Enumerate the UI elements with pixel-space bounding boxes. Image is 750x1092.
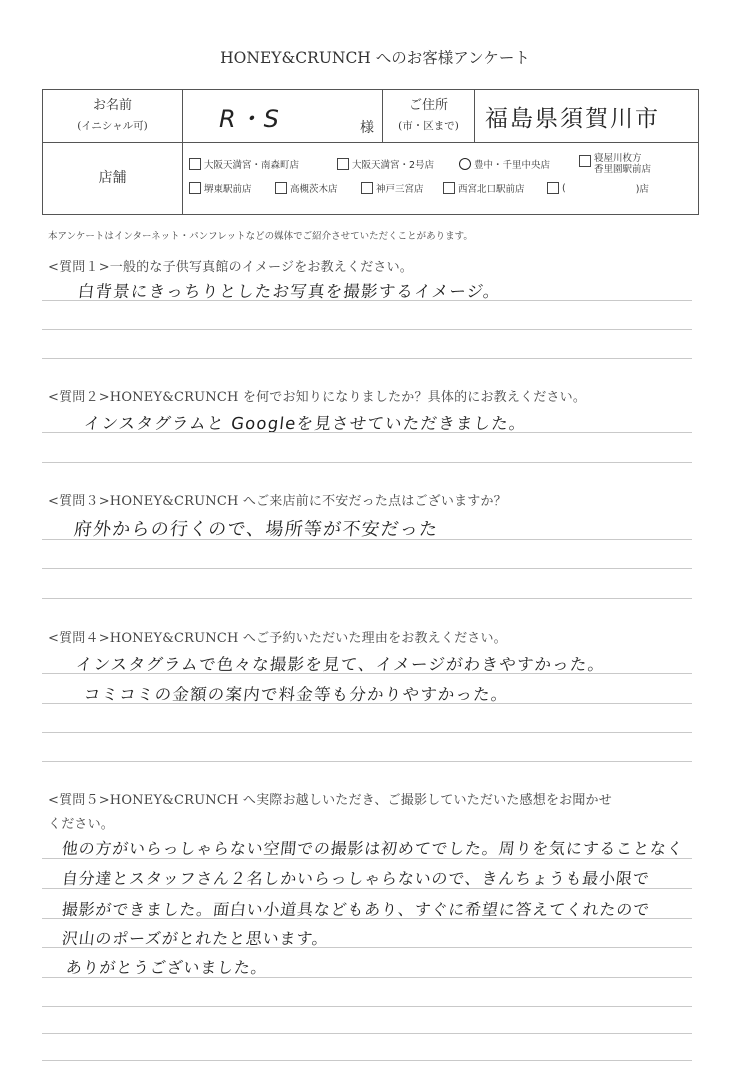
ruled-line bbox=[42, 329, 692, 330]
ruled-line bbox=[42, 432, 692, 433]
ruled-line bbox=[42, 703, 692, 704]
answer-5-line-2: 自分達とスタッフさん２名しかいらっしゃらないので、きんちょうも最小限で bbox=[60, 869, 651, 888]
checkbox-icon[interactable] bbox=[443, 182, 455, 194]
store-option-other[interactable]: ( )店 bbox=[547, 181, 649, 195]
answer-5-line-3: 撮影ができました。面白い小道具などもあり、すぐに希望に答えてくれたので bbox=[60, 900, 651, 919]
address-sublabel: (市・区まで) bbox=[398, 120, 459, 132]
checkbox-icon[interactable] bbox=[547, 182, 559, 194]
media-notice: 本アンケートはインターネット・パンフレットなどの媒体でご紹介させていただくことがあります。 bbox=[48, 231, 473, 242]
checkbox-icon[interactable] bbox=[275, 182, 287, 194]
store-option-tenmangu-2[interactable]: 大阪天満宮・2号店 bbox=[337, 157, 434, 171]
store-option-nishinomiya-kitaguchi[interactable]: 西宮北口駅前店 bbox=[443, 181, 525, 195]
store-label: 店舗 bbox=[98, 169, 127, 186]
ruled-line bbox=[42, 539, 692, 540]
store-option-minamimorimachi[interactable]: 大阪天満宮・南森町店 bbox=[189, 157, 299, 171]
question-5: <質問５>HONEY&CRUNCH へ実際お越しいただき、ご撮影していただいた感想をお聞かせ bbox=[48, 793, 612, 808]
checkbox-icon[interactable] bbox=[189, 158, 201, 170]
ruled-line bbox=[42, 1033, 692, 1034]
question-5-continued: ください。 bbox=[48, 817, 115, 832]
ruled-line bbox=[42, 947, 692, 948]
store-option-sakaihigashi[interactable]: 堺東駅前店 bbox=[189, 181, 252, 195]
store-label-cell bbox=[43, 143, 183, 215]
name-value: R・S bbox=[219, 105, 281, 133]
answer-5-line-5: ありがとうございました。 bbox=[64, 958, 269, 977]
name-value-cell bbox=[183, 90, 383, 143]
ruled-line bbox=[42, 858, 692, 859]
store-option-senri-chuo[interactable]: 豊中・千里中央店 bbox=[459, 157, 550, 171]
sama-label: 様 bbox=[360, 120, 374, 136]
ruled-line bbox=[42, 358, 692, 359]
name-label: お名前 bbox=[92, 97, 132, 113]
address-value: 福島県須賀川市 bbox=[485, 105, 660, 132]
ruled-line bbox=[42, 462, 692, 463]
ruled-line bbox=[42, 598, 692, 599]
answer-3-line-1: 府外からの行くので、場所等が不安だった bbox=[72, 519, 440, 540]
checkbox-icon[interactable] bbox=[189, 182, 201, 194]
ruled-line bbox=[42, 918, 692, 919]
checkbox-icon[interactable] bbox=[361, 182, 373, 194]
checkbox-icon[interactable] bbox=[579, 155, 591, 167]
answer-1-line-1: 白背景にきっちりとしたお写真を撮影するイメージ。 bbox=[76, 282, 502, 301]
ruled-line bbox=[42, 568, 692, 569]
answer-4-line-2: コミコミの金額の案内で料金等も分かりやすかった。 bbox=[82, 685, 510, 704]
answer-2-line-1: インスタグラムと Googleを見させていただきました。 bbox=[82, 414, 528, 433]
store-option-kobe-sannomiya[interactable]: 神戸三宮店 bbox=[361, 181, 424, 195]
address-value-cell bbox=[475, 90, 699, 143]
answer-4-line-1: インスタグラムで色々な撮影を見て、イメージがわきやすかった。 bbox=[74, 655, 607, 674]
address-label-cell bbox=[383, 90, 475, 143]
survey-title: HONEY&CRUNCH へのお客様アンケート bbox=[220, 49, 530, 67]
ruled-line bbox=[42, 300, 692, 301]
checkbox-icon[interactable] bbox=[337, 158, 349, 170]
store-option-takatsuki-ibaraki[interactable]: 高槻茨木店 bbox=[275, 181, 338, 195]
ruled-line bbox=[42, 761, 692, 762]
circled-checkbox-icon[interactable] bbox=[459, 158, 471, 170]
name-label-cell bbox=[43, 90, 183, 143]
store-options-cell bbox=[183, 143, 699, 215]
ruled-line bbox=[42, 1060, 692, 1061]
ruled-line bbox=[42, 888, 692, 889]
name-sublabel: (イニシャル可) bbox=[77, 120, 148, 132]
answer-5-line-4: 沢山のポーズがとれたと思います。 bbox=[60, 929, 330, 948]
header-table bbox=[42, 89, 699, 215]
store-option-neyagawa-hirakata[interactable]: 寝屋川枚方 香里園駅前店 bbox=[579, 153, 651, 175]
ruled-line bbox=[42, 977, 692, 978]
ruled-line bbox=[42, 673, 692, 674]
question-4: <質問４>HONEY&CRUNCH へご予約いただいた理由をお教えください。 bbox=[48, 631, 507, 646]
question-2: <質問２>HONEY&CRUNCH を何でお知りになりましたか？具体的にお教えください。 bbox=[48, 390, 587, 405]
question-3: <質問３>HONEY&CRUNCH へご来店前に不安だった点はございますか？ bbox=[48, 494, 507, 509]
question-1: <質問１>一般的な子供写真館のイメージをお教えください。 bbox=[48, 260, 413, 275]
ruled-line bbox=[42, 1006, 692, 1007]
ruled-line bbox=[42, 732, 692, 733]
address-label: ご住所 bbox=[408, 97, 448, 113]
answer-5-line-1: 他の方がいらっしゃらない空間での撮影は初めてでした。周りを気にすることなく bbox=[60, 839, 685, 858]
